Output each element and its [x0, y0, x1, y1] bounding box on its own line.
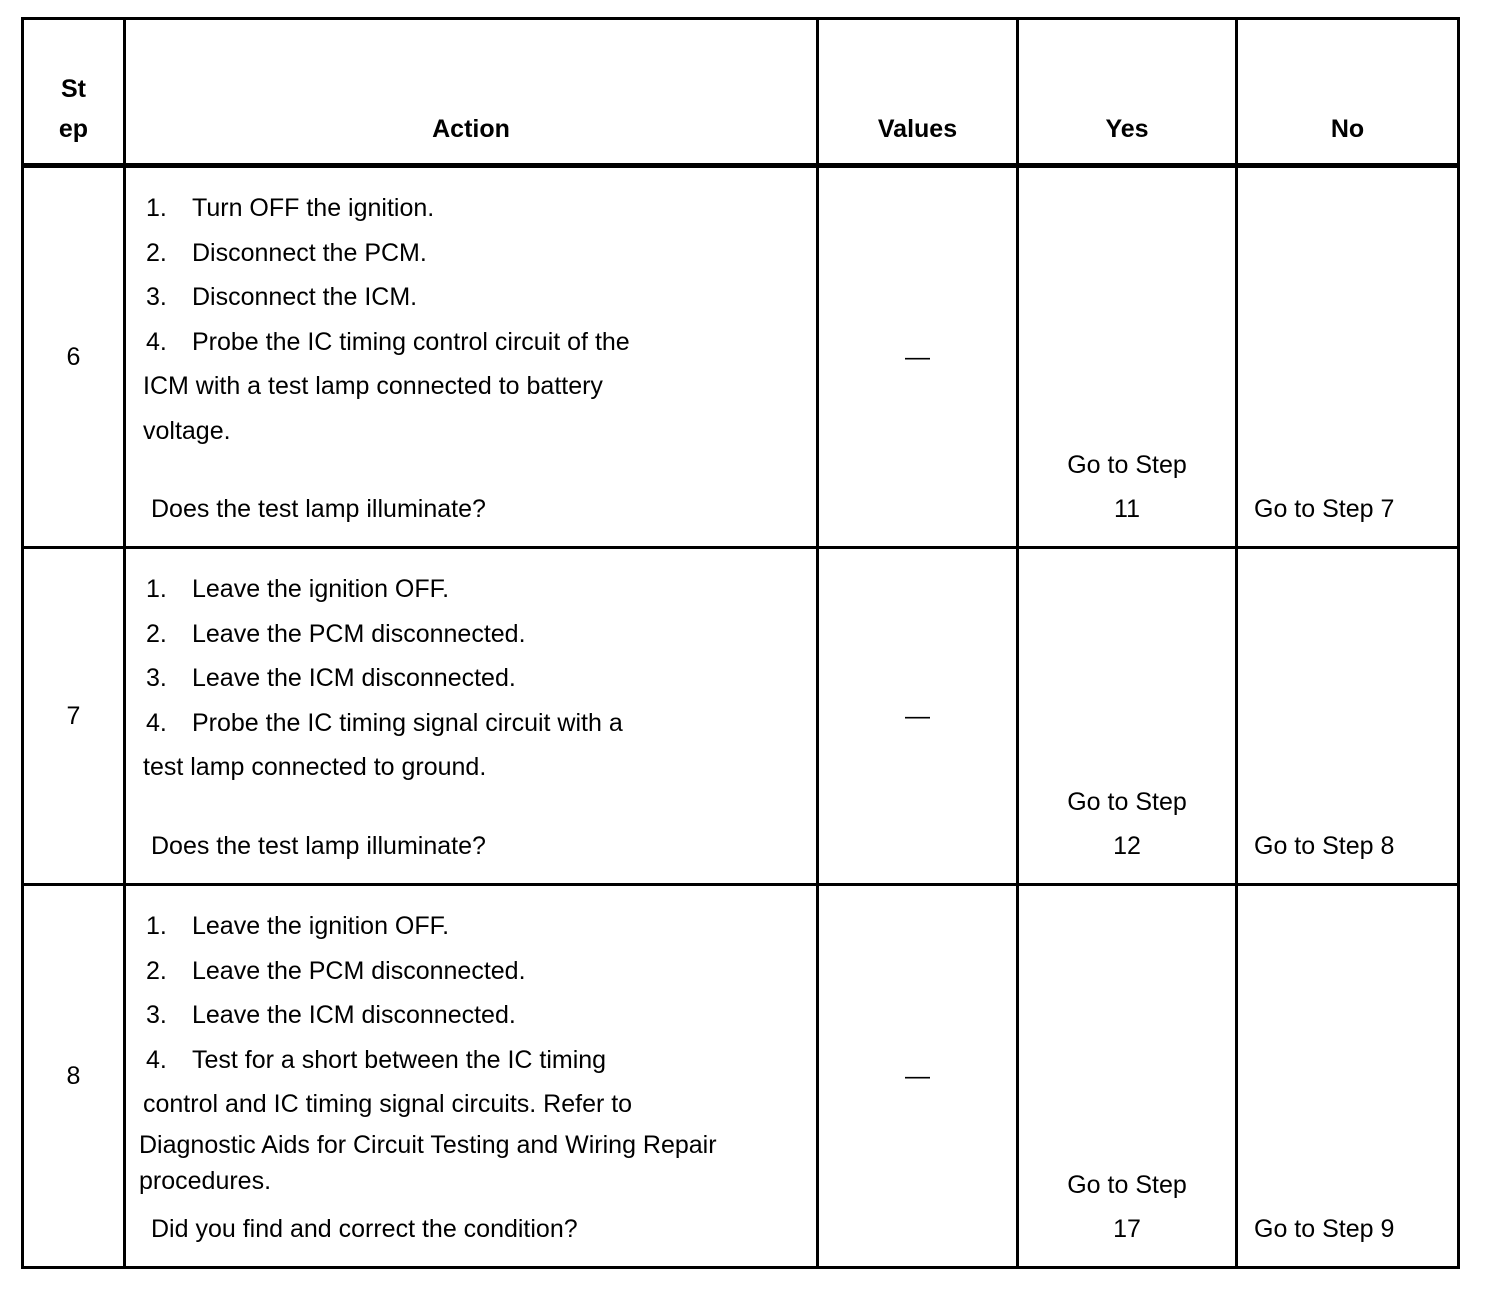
action-question: Does the test lamp illuminate? — [151, 832, 486, 861]
yes-cell — [1018, 548, 1237, 885]
yes-goto: Go to Step 11 — [1067, 450, 1187, 524]
action-cell — [125, 548, 818, 885]
action-item: 2. Leave the PCM disconnected. — [146, 619, 526, 648]
no-goto: Go to Step 8 — [1254, 832, 1395, 861]
table-row — [23, 548, 1459, 885]
step-number: 6 — [66, 342, 81, 371]
values-cell — [818, 548, 1018, 885]
header-yes: Yes — [1018, 19, 1237, 166]
action-continuation: ICM with a test lamp connected to battery — [143, 372, 603, 401]
yes-goto: Go to Step 17 — [1067, 1170, 1187, 1244]
header-action: Action — [125, 19, 818, 166]
action-item: 4. Probe the IC timing control circuit of the — [146, 327, 630, 356]
action-question: Does the test lamp illuminate? — [151, 495, 486, 524]
action-item: 4. Test for a short between the IC timing — [146, 1045, 607, 1074]
values-dash: — — [905, 1061, 930, 1090]
action-continuation: control and IC timing signal circuits. Refer to — [143, 1090, 633, 1119]
values-dash: — — [905, 342, 930, 371]
step-number: 7 — [66, 701, 81, 730]
yes-cell — [1018, 885, 1237, 1268]
header-values: Values — [818, 19, 1018, 166]
diagnostic-table — [21, 17, 1460, 1269]
header-step — [23, 19, 125, 166]
step-cell — [23, 548, 125, 885]
table-row — [23, 885, 1459, 1268]
action-item: 1. Turn OFF the ignition. — [146, 194, 435, 222]
yes-goto: Go to Step 12 — [1067, 787, 1187, 861]
yes-cell — [1018, 166, 1237, 548]
action-continuation: Diagnostic Aids for Circuit Testing and Wiring Repair — [139, 1130, 717, 1159]
header-no: No — [1237, 19, 1459, 166]
action-item: 2. Disconnect the PCM. — [146, 238, 427, 267]
action-item: 3. Leave the ICM disconnected. — [146, 664, 516, 693]
values-dash: — — [905, 701, 930, 730]
no-goto: Go to Step 7 — [1254, 495, 1395, 524]
action-cell — [125, 885, 818, 1268]
no-cell — [1237, 885, 1459, 1268]
action-continuation: test lamp connected to ground. — [143, 753, 487, 782]
action-item: 3. Leave the ICM disconnected. — [146, 1001, 516, 1030]
action-continuation: procedures. — [139, 1166, 272, 1195]
no-cell — [1237, 548, 1459, 885]
header-step-line1: St — [61, 75, 86, 103]
action-item: 2. Leave the PCM disconnected. — [146, 956, 526, 985]
step-cell — [23, 166, 125, 548]
action-item: 1. Leave the ignition OFF. — [146, 912, 450, 940]
action-item: 4. Probe the IC timing signal circuit with a — [146, 708, 623, 737]
values-cell — [818, 885, 1018, 1268]
header-step-line2: ep — [58, 115, 89, 143]
table-row — [23, 166, 1459, 548]
step-cell — [23, 885, 125, 1268]
step-number: 8 — [66, 1061, 81, 1090]
no-cell — [1237, 166, 1459, 548]
action-cell — [125, 166, 818, 548]
values-cell — [818, 166, 1018, 548]
no-goto: Go to Step 9 — [1254, 1215, 1395, 1244]
action-continuation: voltage. — [143, 416, 231, 445]
header-row — [23, 19, 1459, 166]
action-item: 1. Leave the ignition OFF. — [146, 575, 450, 603]
action-question: Did you find and correct the condition? — [151, 1215, 578, 1244]
action-item: 3. Disconnect the ICM. — [146, 283, 418, 312]
